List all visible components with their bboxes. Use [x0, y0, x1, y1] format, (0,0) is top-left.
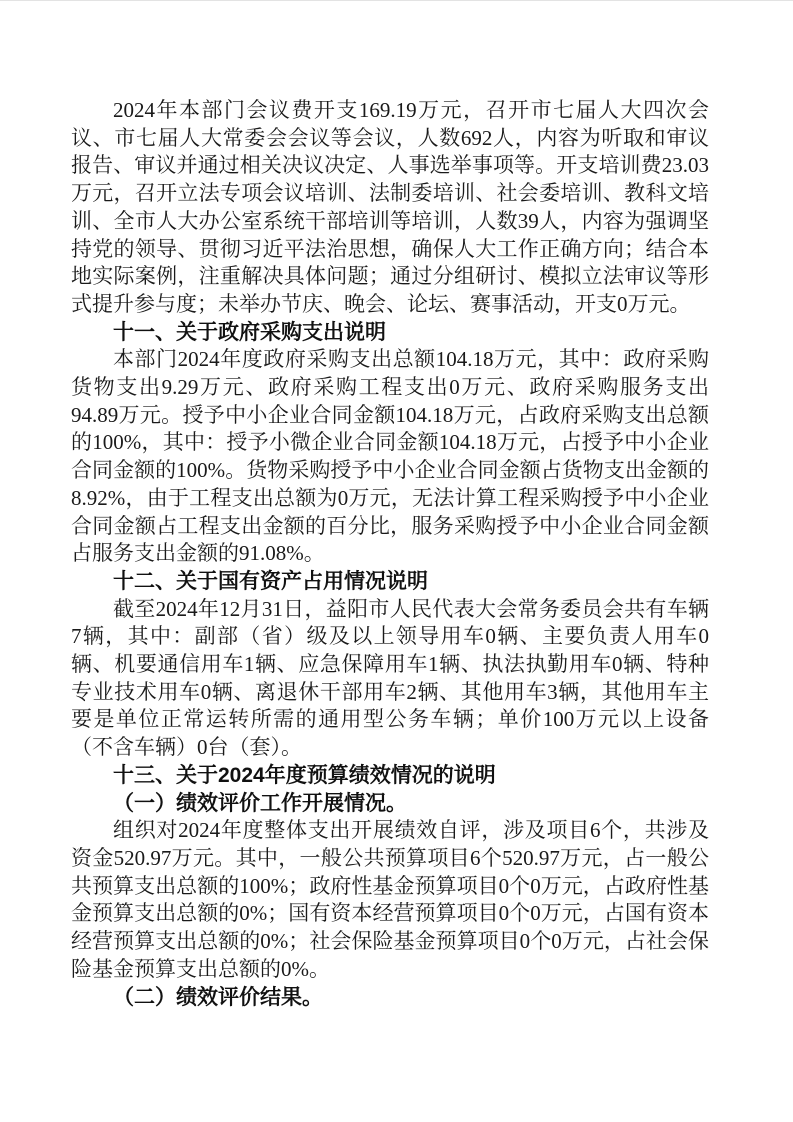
heading-section-11-government-procurement: 十一、关于政府采购支出说明	[113, 320, 386, 344]
paragraph-performance-self-evaluation-details: 组织对2024年度整体支出开展绩效自评，涉及项目6个，共涉及资金520.97万元。其中，一般公共预算项目6个520.97万元，占一般公共预算支出总额的100%；政府性基金预算项目0个0万元，占政府性基金预算支出总额的0%；国有资本经营预算项目0个0万元，占国有资本经营预算支出总额的0%；社会保险基金预算项目0个0万元，占社会保险基金预算支出总额的0%。	[71, 818, 709, 981]
heading-section-13-budget-performance: 十三、关于2024年度预算绩效情况的说明	[113, 763, 496, 787]
subheading-performance-evaluation-results: （二）绩效评价结果。	[113, 985, 323, 1009]
paragraph-meeting-and-training-expense: 2024年本部门会议费开支169.19万元，召开市七届人大四次会议、市七届人大常委会会议等会议，人数692人，内容为听取和审议报告、审议并通过相关决议决定、人事选举事项等。开支培训费23.03万元，召开立法专项会议培训、法制委培训、社会委培训、教科文培训、全市人大办公室系统干部培训等培训，人数39人，内容为强调坚持党的领导、贯彻习近平法治思想，确保人大工作正确方向；结合本地实际案例，注重解决具体问题；通过分组研讨、模拟立法审议等形式提升参与度；未举办节庆、晚会、论坛、赛事活动，开支0万元。	[71, 98, 709, 316]
document-content	[71, 97, 709, 1011]
heading-section-12-state-owned-assets: 十二、关于国有资产占用情况说明	[113, 569, 428, 593]
paragraph-procurement-expense-details: 本部门2024年度政府采购支出总额104.18万元，其中：政府采购货物支出9.29万元、政府采购工程支出0万元、政府采购服务支出94.89万元。授予中小企业合同金额104.18万元，占政府采购支出总额的100%，其中：授予小微企业合同金额104.18万元，占授予中小企业合同金额的100%。货物采购授予中小企业合同金额占货物支出金额的8.92%，由于工程支出总额为0万元，无法计算工程采购授予中小企业合同金额占工程支出金额的百分比，服务采购授予中小企业合同金额占服务支出金额的91.08%。	[71, 347, 709, 566]
paragraph-state-owned-assets-details: 截至2024年12月31日，益阳市人民代表大会常务委员会共有车辆7辆，其中：副部（省）级及以上领导用车0辆、主要负责人用车0辆、机要通信用车1辆、应急保障用车1辆、执法执勤用车0辆、特种专业技术用车0辆、离退休干部用车2辆、其他用车3辆，其他用车主要是单位正常运转所需的通用型公务车辆；单价100万元以上设备（不含车辆）0台（套）。	[71, 596, 709, 760]
subheading-performance-evaluation-work: （一）绩效评价工作开展情况。	[113, 791, 407, 815]
